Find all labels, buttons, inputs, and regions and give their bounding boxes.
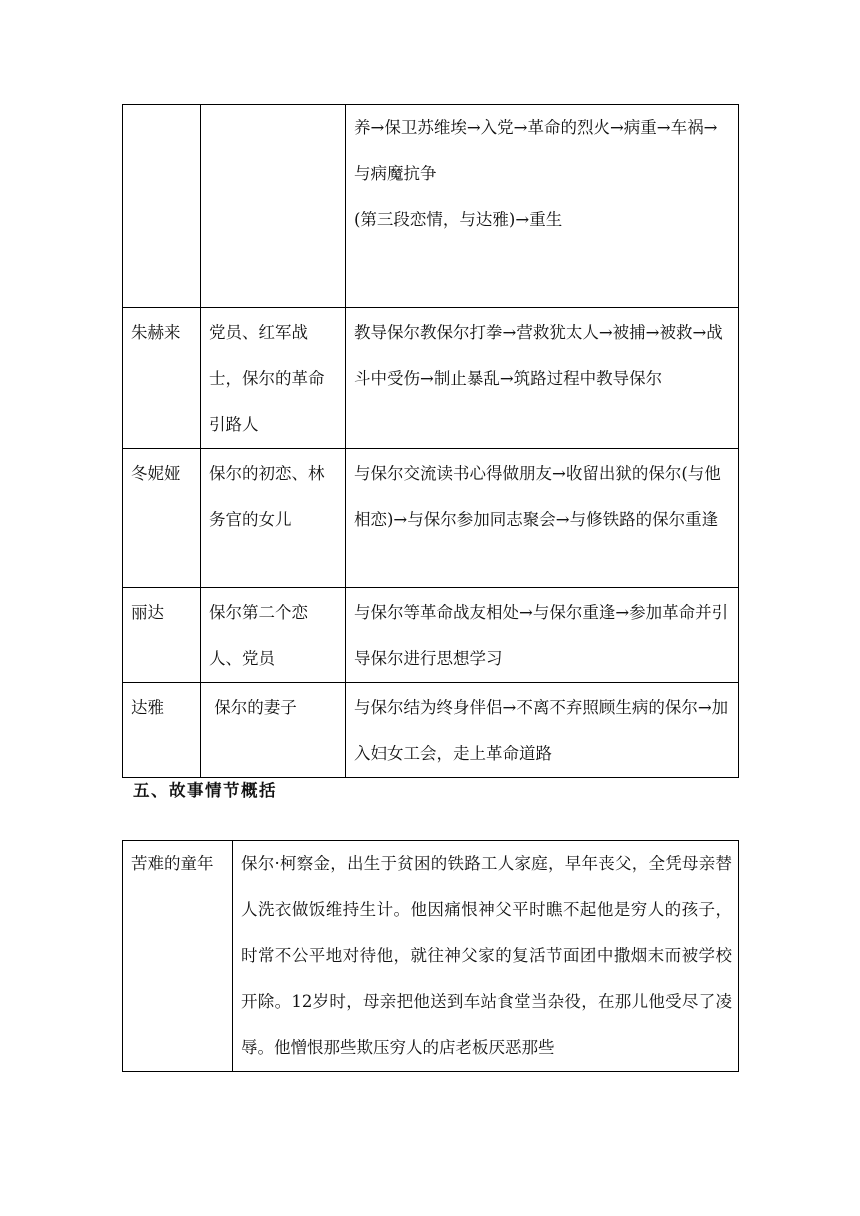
character-events-cell: 与保尔等革命战友相处→与保尔重逢→参加革命并引导保尔进行思想学习 [346, 588, 739, 683]
character-name-cell: 朱赫来 [123, 308, 201, 449]
character-events-text: 养→保卫苏维埃→入党→革命的烈火→病重→车祸→与病魔抗争 (第三段恋情，与达雅)→重生 [354, 118, 718, 229]
character-events-cell [346, 105, 739, 308]
table-row [123, 841, 739, 1072]
character-events-cell: 教导保尔教保尔打拳→营救犹太人→被捕→被救→战斗中受伤→制止暴乱→筑路过程中教导保尔 [346, 308, 739, 449]
story-summary-cell: 保尔·柯察金，出生于贫困的铁路工人家庭，早年丧父，全凭母亲替人洗衣做饭维持生计。他因痛恨神父平时瞧不起他是穷人的孩子，时常不公平地对待他，就往神父家的复活节面团中撒烟末而被学校开除。12岁时，母亲把他送到车站食堂当杂役，在那儿他受尽了凌辱。他憎恨那些欺压穷人的店老板厌恶那些 [233, 841, 739, 1072]
table-row [123, 449, 739, 588]
table-row [123, 308, 739, 449]
table-row [123, 105, 739, 308]
character-name-cell: 丽达 [123, 588, 201, 683]
character-identity-cell [201, 105, 346, 308]
character-events-cell: 与保尔交流读书心得做朋友→收留出狱的保尔(与他相恋)→与保尔参加同志聚会→与修铁路的保尔重逢 [346, 449, 739, 588]
character-events-cell: 与保尔结为终身伴侣→不离不弃照顾生病的保尔→加入妇女工会，走上革命道路 [346, 683, 739, 778]
character-name-cell: 冬妮娅 [123, 449, 201, 588]
story-table [122, 840, 739, 1072]
character-name-cell: 达雅 [123, 683, 201, 778]
character-identity-cell: 保尔的初恋、林务官的女儿 [201, 449, 346, 588]
character-identity-cell: 保尔第二个恋人、党员 [201, 588, 346, 683]
table-row [123, 588, 739, 683]
character-table [122, 104, 739, 778]
story-stage-cell: 苦难的童年 [123, 841, 233, 1072]
character-identity-cell: 保尔的妻子 [201, 683, 346, 778]
character-identity-cell: 党员、红军战士，保尔的革命引路人 [201, 308, 346, 449]
section-heading: 五、故事情节概括 [133, 781, 277, 800]
character-name-cell [123, 105, 201, 308]
table-row [123, 683, 739, 778]
